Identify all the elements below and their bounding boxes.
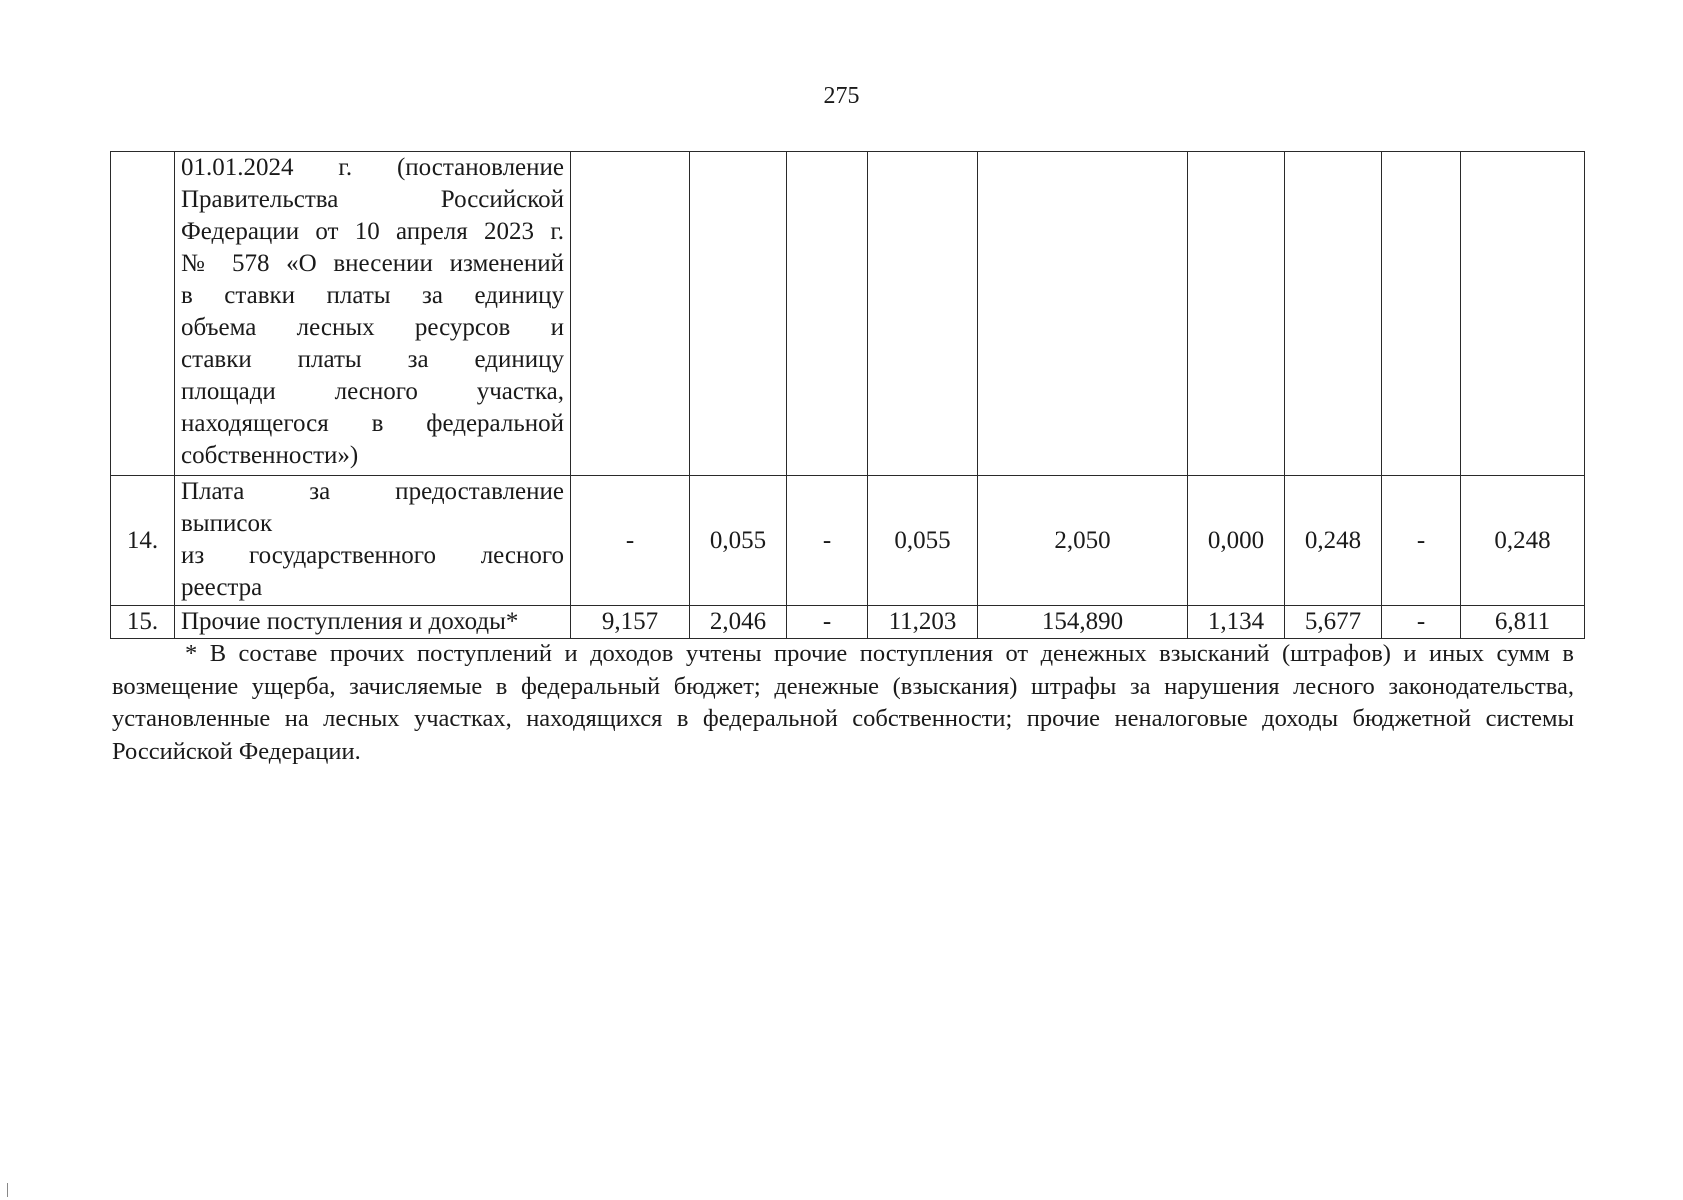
footnote: * В составе прочих поступлений и доходов учтены прочие поступления от денежных взысканий (штрафов) и иных сумм в возмещение ущерба, зачисляемые в федеральный бюджет; денежные (взыскания) штрафы за нарушения лесного законодательства, установленные на лесных участках, находящихся в федеральной собственности; прочие неналоговые доходы бюджетной системы Российской Федерации. bbox=[112, 640, 1574, 765]
description-line: Федерации от 10 апреля 2023 г. bbox=[181, 218, 564, 245]
value-cell bbox=[571, 152, 690, 476]
row-description-cell bbox=[175, 152, 571, 476]
description-line: объема лесных ресурсов и bbox=[181, 314, 564, 341]
row-description-cell bbox=[175, 476, 571, 606]
description-line: реестра bbox=[181, 574, 263, 601]
value-cell: 9,157 bbox=[571, 606, 690, 639]
value-cell: 6,811 bbox=[1461, 606, 1585, 639]
value-cell bbox=[787, 152, 868, 476]
page-number: 275 bbox=[823, 83, 860, 109]
scan-margin-mark bbox=[7, 1183, 8, 1197]
value-cell: 2,050 bbox=[978, 476, 1188, 606]
description-line: Плата за предоставление bbox=[181, 478, 564, 505]
revenue-table bbox=[110, 151, 1585, 639]
value-cell: - bbox=[1382, 476, 1461, 606]
row-description-cell: Прочие поступления и доходы* bbox=[175, 606, 571, 639]
value-cell: - bbox=[571, 476, 690, 606]
description-line: из государственного лесного bbox=[181, 542, 564, 569]
value-cell bbox=[1285, 152, 1382, 476]
value-cell: - bbox=[1382, 606, 1461, 639]
value-cell bbox=[1382, 152, 1461, 476]
table-row bbox=[111, 606, 1585, 639]
row-number-cell: 15. bbox=[111, 606, 175, 639]
description-line: площади лесного участка, bbox=[181, 378, 564, 405]
value-cell bbox=[1188, 152, 1285, 476]
value-cell bbox=[1461, 152, 1585, 476]
value-cell: 11,203 bbox=[868, 606, 978, 639]
value-cell bbox=[978, 152, 1188, 476]
description-line: выписок bbox=[181, 510, 273, 537]
value-cell: 5,677 bbox=[1285, 606, 1382, 639]
value-cell bbox=[690, 152, 787, 476]
description-line: в ставки платы за единицу bbox=[181, 282, 564, 309]
value-cell bbox=[868, 152, 978, 476]
description-line: № 578 «О внесении изменений bbox=[181, 250, 564, 277]
value-cell: - bbox=[787, 476, 868, 606]
value-cell: - bbox=[787, 606, 868, 639]
table-row bbox=[111, 152, 1585, 476]
value-cell: 0,248 bbox=[1461, 476, 1585, 606]
value-cell: 0,000 bbox=[1188, 476, 1285, 606]
value-cell: 154,890 bbox=[978, 606, 1188, 639]
table-row bbox=[111, 476, 1585, 606]
value-cell: 2,046 bbox=[690, 606, 787, 639]
row-number-cell: 14. bbox=[111, 476, 175, 606]
value-cell: 1,134 bbox=[1188, 606, 1285, 639]
description-line: находящегося в федеральной bbox=[181, 410, 564, 437]
description-line: собственности») bbox=[181, 442, 359, 469]
description-line: ставки платы за единицу bbox=[181, 346, 564, 373]
value-cell: 0,055 bbox=[868, 476, 978, 606]
description-line: 01.01.2024 г. (постановление bbox=[181, 154, 564, 181]
value-cell: 0,055 bbox=[690, 476, 787, 606]
value-cell: 0,248 bbox=[1285, 476, 1382, 606]
row-number-cell bbox=[111, 152, 175, 476]
description-line: Правительства Российской bbox=[181, 186, 564, 213]
